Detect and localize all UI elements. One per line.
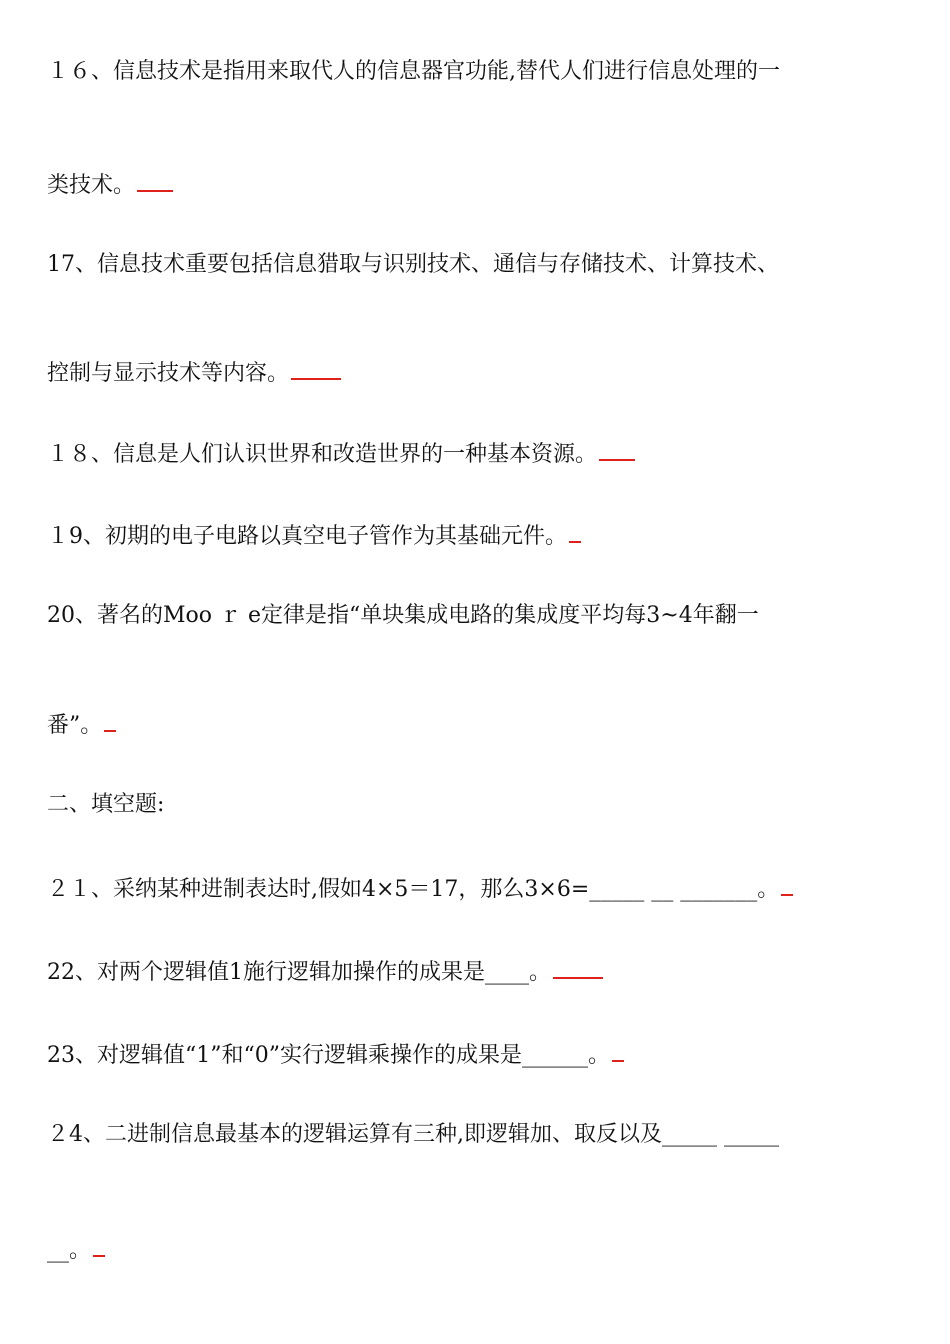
answer-blank-23[interactable]: [612, 1038, 624, 1062]
question-16-text-1: １６、信息技术是指用来取代人的信息器官功能,替代人们进行信息处理的一: [47, 59, 780, 84]
section-title-line: [47, 790, 907, 820]
answer-blank-19[interactable]: [569, 519, 581, 543]
question-17-line-2: [47, 356, 907, 389]
question-17-line-1: [47, 250, 907, 280]
question-20-text-1: 20、著名的Moo ｒ e定律是指“单块集成电路的集成度平均每3~4年翻一: [47, 603, 759, 628]
question-16-line-2: [47, 168, 907, 201]
question-21-line: [47, 872, 907, 905]
question-24-text-2: __。: [47, 1238, 92, 1263]
question-24-line-2: [47, 1233, 907, 1266]
question-16-text-2: 类技术。: [47, 173, 136, 198]
question-24-text-1: ２4、二进制信息最基本的逻辑运算有三种,即逻辑加、取反以及_____ _____: [47, 1122, 779, 1147]
question-24-line-1: [47, 1120, 907, 1150]
answer-blank-21[interactable]: [781, 872, 793, 896]
question-20-line-2: [47, 708, 907, 741]
question-21-text: ２１、采纳某种进制表达时,假如4×5＝17，那么3×6=_____ __ _______。: [47, 877, 780, 902]
answer-blank-17[interactable]: [291, 356, 341, 380]
answer-blank-20[interactable]: [104, 708, 116, 732]
question-19-line: [47, 519, 907, 552]
question-16-line-1: [47, 57, 907, 87]
question-18-line: [47, 437, 907, 470]
answer-blank-16[interactable]: [137, 168, 173, 192]
question-22-text: 22、对两个逻辑值1施行逻辑加操作的成果是____。: [47, 960, 551, 985]
question-22-line: [47, 955, 907, 988]
answer-blank-24[interactable]: [93, 1233, 105, 1257]
question-18-text: １８、信息是人们认识世界和改造世界的一种基本资源。: [47, 442, 598, 467]
section-title: 二、填空题:: [47, 792, 165, 817]
question-23-line: [47, 1038, 907, 1071]
question-19-text: １9、初期的电子电路以真空电子管作为其基础元件。: [47, 524, 567, 549]
answer-blank-22[interactable]: [553, 955, 603, 979]
question-17-text-2: 控制与显示技术等内容。: [47, 361, 290, 386]
question-23-text: 23、对逻辑值“1”和“0”实行逻辑乘操作的成果是______。: [47, 1043, 610, 1068]
question-20-text-2: 番”。: [47, 713, 103, 738]
question-17-text-1: 17、信息技术重要包括信息猎取与识别技术、通信与存储技术、计算技术、: [47, 252, 779, 277]
question-20-line-1: [47, 601, 907, 631]
answer-blank-18[interactable]: [599, 437, 635, 461]
